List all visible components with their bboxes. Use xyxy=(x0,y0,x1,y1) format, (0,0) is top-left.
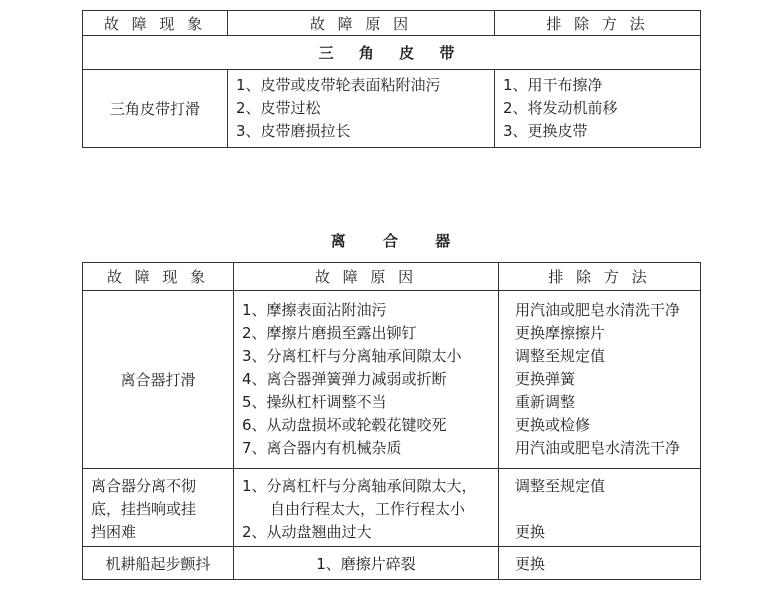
cause-item: 6、从动盘损坏或轮毂花键咬死 xyxy=(242,416,447,434)
header-cause: 故 障 原 因 xyxy=(234,263,499,291)
cause-item: 3、分离杠杆与分离轴承间隙太小 xyxy=(242,347,462,365)
remedy-item xyxy=(515,498,700,521)
remedy-item: 用汽油或肥皂水清洗干净 xyxy=(515,439,681,457)
remedy-item: 3、更换皮带 xyxy=(503,122,588,140)
remedy-cell xyxy=(499,291,701,469)
symptom-line: 底，挂挡响或挂 xyxy=(91,500,197,518)
cause-item: 4、离合器弹簧弹力减弱或折断 xyxy=(242,370,447,388)
remedy-item: 2、将发动机前移 xyxy=(503,99,618,117)
cause-item: 5、操纵杠杆调整不当 xyxy=(242,393,387,411)
symptom-cell: 离合器打滑 xyxy=(83,291,234,469)
symptom-cell: 机耕船起步颤抖 xyxy=(83,547,234,580)
header-cause: 故 障 原 因 xyxy=(228,11,495,36)
cause-cell: 1、磨擦片碎裂 xyxy=(234,547,499,580)
v-belt-fault-table xyxy=(82,10,701,148)
header-symptom: 故 障 现 象 xyxy=(83,11,228,36)
cause-item: 1、皮带或皮带轮表面粘附油污 xyxy=(236,76,441,94)
remedy-item: 更换或检修 xyxy=(515,416,591,434)
cause-item: 7、离合器内有机械杂质 xyxy=(242,439,402,457)
header-symptom: 故 障 现 象 xyxy=(83,263,234,291)
cause-item: 3、皮带磨损拉长 xyxy=(236,122,351,140)
symptom-cell xyxy=(83,469,234,547)
cause-item: 2、摩擦片磨损至露出铆钉 xyxy=(242,324,417,342)
remedy-cell xyxy=(495,70,701,148)
header-remedy: 排 除 方 法 xyxy=(495,11,701,36)
remedy-cell xyxy=(499,469,701,547)
cause-item: 1、分离杠杆与分离轴承间隙太大， xyxy=(242,477,477,495)
cause-item-continued: 自由行程太大，工作行程太小 xyxy=(270,500,466,518)
remedy-item: 调整至规定值 xyxy=(515,347,606,365)
remedy-cell: 更换 xyxy=(499,547,701,580)
remedy-item: 重新调整 xyxy=(515,393,576,411)
remedy-item: 调整至规定值 xyxy=(515,477,606,495)
remedy-item: 1、用干布擦净 xyxy=(503,76,603,94)
cause-item: 1、摩擦表面沾附油污 xyxy=(242,301,387,319)
cause-cell xyxy=(234,469,499,547)
cause-cell xyxy=(234,291,499,469)
remedy-item: 更换摩擦擦片 xyxy=(515,324,606,342)
clutch-section-title: 离 合 器 xyxy=(330,232,451,250)
symptom-line: 挡困难 xyxy=(91,523,137,541)
remedy-item: 更换弹簧 xyxy=(515,370,576,388)
section-title-v-belt: 三 角 皮 带 xyxy=(83,36,701,70)
remedy-item: 更换 xyxy=(515,523,546,541)
cause-cell xyxy=(228,70,495,148)
clutch-fault-table xyxy=(82,262,701,580)
symptom-line: 离合器分离不彻 xyxy=(91,477,197,495)
symptom-cell: 三角皮带打滑 xyxy=(83,70,228,148)
remedy-item: 用汽油或肥皂水清洗干净 xyxy=(515,301,681,319)
header-remedy: 排 除 方 法 xyxy=(499,263,701,291)
cause-item: 2、皮带过松 xyxy=(236,99,321,117)
cause-item: 2、从动盘翘曲过大 xyxy=(242,523,372,541)
